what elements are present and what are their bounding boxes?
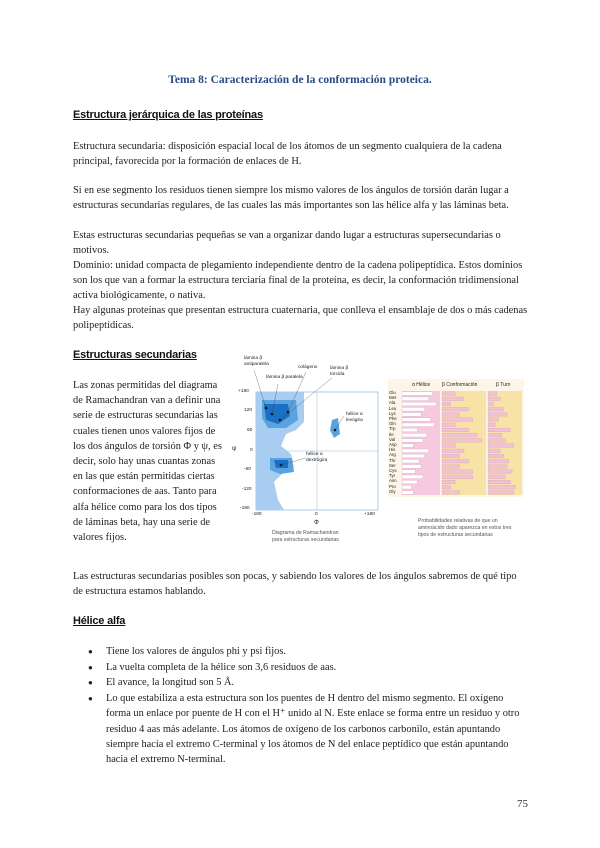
helix-bar: [402, 407, 425, 411]
x-tick: +180: [364, 512, 375, 517]
column-sheet: [442, 391, 486, 495]
sheet-bar: [442, 428, 468, 432]
residue-label: Arg: [389, 452, 396, 458]
residue-label: Thr: [389, 457, 396, 463]
y-tick: 0: [250, 448, 253, 453]
residue-label: Ser: [389, 462, 396, 468]
turn-bar: [488, 428, 510, 432]
sheet-bar: [442, 402, 451, 406]
turn-bar: [488, 418, 499, 422]
residue-label: Asn: [389, 478, 397, 484]
label-antiparallel: lámina β antiparalela: [244, 356, 269, 367]
paragraph-regulares: Si en ese segmento los residuos tienen siempre los mismo valores de los ángulos de torsión darán lugar a estructuras secundarias regulares, de las cuales las más importantes son las hélice alfa y las láminas beta.: [73, 185, 509, 212]
ramachandran-caption-line2: para estructuras secundarias: [272, 537, 339, 543]
residue-label: Trp: [389, 426, 396, 432]
label-right-helix: hélice α dextrógira: [306, 452, 328, 463]
sheet-bar: [442, 459, 468, 463]
turn-bar: [488, 439, 505, 443]
turn-bar: [488, 475, 505, 479]
helix-bar: [402, 423, 434, 427]
residue-label: His: [389, 447, 396, 453]
column-label-helix: α Hélice: [412, 382, 431, 388]
residue-label: Tyr: [389, 473, 396, 479]
helix-bar: [402, 418, 431, 422]
residue-label: Met: [389, 395, 397, 401]
residue-label: Pro: [389, 483, 396, 489]
turn-bar: [488, 433, 502, 437]
y-tick: -180: [240, 506, 250, 511]
turn-bar: [488, 407, 504, 411]
sheet-bar: [442, 392, 455, 396]
turn-bar: [488, 449, 500, 453]
helix-bar: [402, 480, 417, 484]
column-turn: [488, 391, 522, 495]
helix-bar: [402, 413, 421, 417]
turn-bar: [488, 470, 512, 474]
turn-bar: [488, 392, 497, 396]
paragraph-dominio: Dominio: unidad compacta de plegamiento independiente dentro de la cadena polipeptídica. Estos dominios son los que van a formar la estructura terciaria final de la proteína, es decir, la conformación tridimensional activa biológicamente, o nativa.: [73, 260, 523, 302]
helix-bar: [402, 459, 419, 463]
x-tick: -180: [252, 512, 262, 517]
sheet-bar: [442, 407, 468, 411]
ramachandran-caption-line1: Diagrama de Ramachandran: [272, 530, 339, 536]
page-number: 75: [517, 798, 528, 810]
sheet-bar: [442, 449, 464, 453]
turn-bar: [488, 485, 516, 489]
helix-bar: [402, 454, 425, 458]
turn-bar: [488, 491, 514, 495]
column-label-sheet: β Conformación: [442, 382, 478, 388]
sheet-bar: [442, 454, 460, 458]
sheet-bar: [442, 433, 477, 437]
paragraph-estructura-secundaria: Estructura secundaria: disposición espacial local de los átomos de un segmento cualquiera de la cadena principal, favorecida por la formación de enlaces de H.: [73, 141, 502, 168]
sheet-bar: [442, 470, 473, 474]
helix-bar: [402, 397, 429, 401]
residue-label: Phe: [389, 416, 397, 422]
helix-bar: [402, 428, 417, 432]
helix-bar: [402, 470, 415, 474]
sheet-bar: [442, 491, 460, 495]
propensity-caption-line3: tipos de estructuras secundarias: [418, 532, 493, 538]
y-tick: +180: [238, 389, 249, 394]
residue-label: Val: [389, 436, 396, 442]
residue-label: Ile: [389, 431, 394, 437]
residue-label: Gln: [389, 421, 396, 427]
paragraph-ramachandran: Las zonas permitidas del diagrama de Ramachandran van a definir una serie de estructuras secundarias las cuales tienen unos valores fijos de los dos ángulos de torsión Φ y ψ, es decir, solo hay unas cuantas zonas en las que están permitidas ciertas conformaciones de aas. Tanto para alfa hélice como para los dos tipos de láminas beta, hay una serie de valores fijos.: [73, 380, 222, 544]
paragraph-supersecundarias: Estas estructuras secundarias pequeñas se van a organizar dando lugar a estructuras supersecundarias o motivos.: [73, 230, 501, 257]
paragraph-cuaternaria: Hay algunas proteínas que presentan estructura cuaternaria, que conlleva el ensamblaje de dos o más cadenas polipeptídicas.: [73, 305, 528, 332]
residue-label: Leu: [389, 405, 397, 411]
paragraph-estructuras-posibles: Las estructuras secundarias posibles son pocas, y sabiendo los valores de los ángulos sabremos de qué tipo de estructura estamos hablando.: [73, 571, 517, 598]
turn-bar: [488, 459, 509, 463]
turn-bar: [488, 413, 507, 417]
propensity-table: [388, 379, 524, 497]
turn-bar: [488, 397, 500, 401]
sheet-bar: [442, 423, 455, 427]
label-twisted: lámina β torcida: [330, 366, 349, 377]
helix-bar: [402, 465, 421, 469]
turn-bar: [488, 480, 510, 484]
sheet-bar: [442, 485, 451, 489]
residue-label: Lys: [389, 410, 396, 416]
turn-bar: [488, 402, 493, 406]
column-label-turn: β Turn: [496, 382, 511, 388]
helix-bar: [402, 449, 429, 453]
helix-bar: [402, 402, 436, 406]
sheet-bar: [442, 465, 460, 469]
x-tick: 0: [315, 512, 318, 517]
bullet-list-helice-alfa: [84, 644, 524, 768]
section-heading-helice-alfa: Hélice alfa: [73, 615, 126, 627]
helix-bar: [402, 491, 413, 495]
residue-label: Asp: [389, 442, 397, 448]
turn-bar: [488, 465, 507, 469]
residue-label: Gly: [389, 488, 396, 494]
label-left-helix: hélice α levógira: [346, 412, 363, 423]
turn-bar: [488, 444, 514, 448]
residue-list: [389, 390, 403, 494]
y-tick: -120: [242, 487, 252, 492]
label-collagen: colágeno: [298, 365, 318, 370]
section-heading-estructura-jerarquica: Estructura jerárquica de las proteínas: [73, 109, 263, 121]
y-tick: -60: [244, 467, 251, 472]
propensity-caption-line2: aminoácido dado aparezca en estos tres: [418, 525, 512, 531]
sheet-bar: [442, 480, 455, 484]
sheet-bar: [442, 418, 473, 422]
helix-bar: [402, 444, 413, 448]
residue-label: Glu: [389, 390, 396, 395]
bullet-item: ● El avance, la longitud son 5 Å.: [84, 675, 524, 690]
residue-label: Cys: [389, 468, 397, 474]
bullet-item: ● La vuelta completa de la hélice son 3,6 residuos de aas.: [84, 660, 524, 675]
helix-bar: [402, 475, 423, 479]
section-heading-estructuras-secundarias: Estructuras secundarias: [73, 349, 197, 361]
label-parallel: lámina β paralela: [266, 375, 303, 380]
sheet-bar: [442, 439, 482, 443]
helix-bar: [402, 433, 427, 437]
helix-bar: [402, 392, 432, 396]
propensity-caption-line1: Probabilidades relativas de que un: [418, 518, 498, 524]
residue-label: Ala: [389, 400, 396, 406]
sheet-bar: [442, 475, 473, 479]
sheet-bar: [442, 413, 460, 417]
y-tick: 120: [244, 408, 253, 413]
turn-bar: [488, 423, 495, 427]
bullet-item: ● Tiene los valores de ángulos phi y psi fijos.: [84, 644, 524, 659]
sheet-bar: [442, 397, 464, 401]
turn-bar: [488, 454, 504, 458]
y-tick: 60: [247, 428, 253, 433]
helix-bar: [402, 439, 423, 443]
column-helix: [402, 391, 440, 495]
helix-bar: [402, 485, 412, 489]
y-axis-label: ψ: [232, 446, 237, 452]
bullet-item: ● Lo que estabiliza a esta estructura son los puentes de H dentro del mismo segmento. El oxígeno forma un enlace por puente de H con el H⁺ unido al N. Este enlace se forma entre un residuo y otro residuo 4 aas más adelante. Los átomos de oxígeno de los carbonos carbonilo, están apuntando siempre hacia el extremo C-terminal y los átomos de N del enlace peptídico que están apuntando hacia el extremo N-terminal.: [84, 691, 524, 767]
sheet-bar: [442, 444, 455, 448]
document-title: Tema 8: Caracterización de la conformación proteica.: [168, 74, 432, 86]
x-axis-label: Φ: [314, 520, 319, 526]
